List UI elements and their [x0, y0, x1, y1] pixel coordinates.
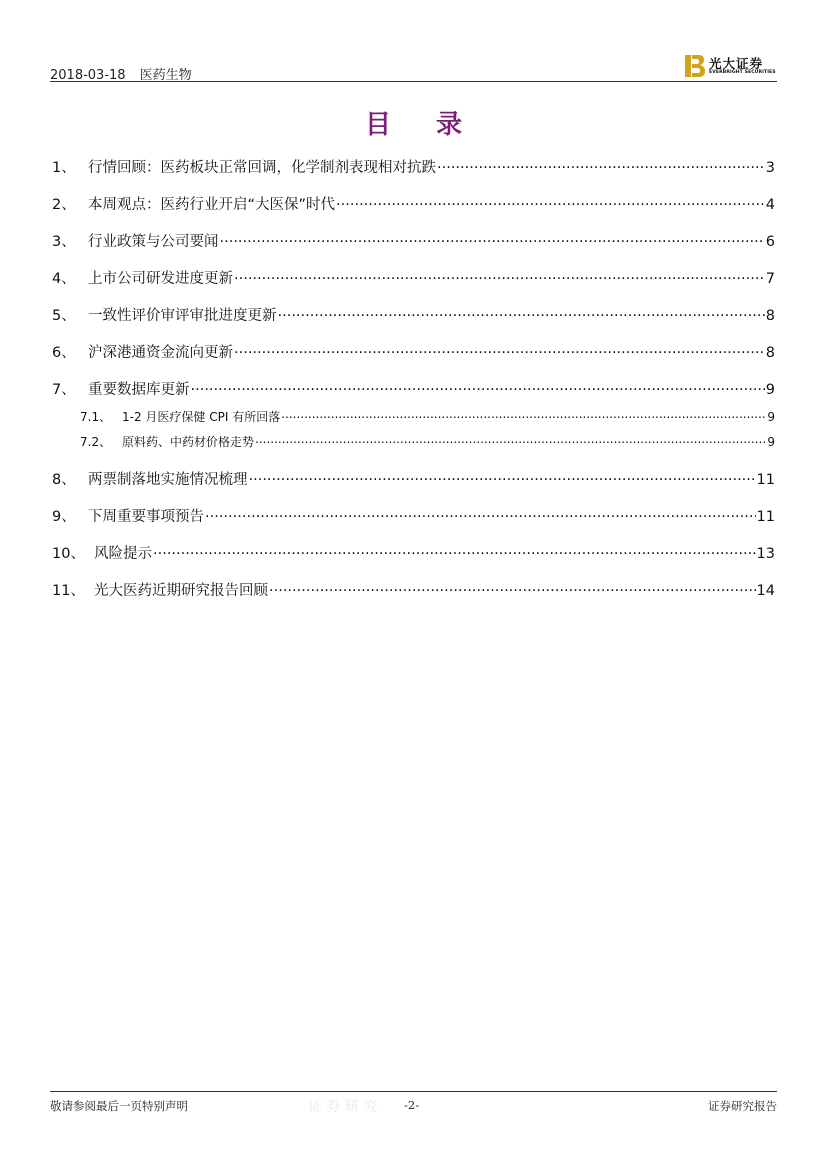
toc-entry[interactable]	[52, 193, 775, 215]
toc-entry-label: 两票制落地实施情况梳理	[88, 472, 248, 488]
toc-entry-label: 光大医药近期研究报告回顾	[94, 583, 268, 599]
toc-entry-page: 3	[765, 160, 775, 176]
toc-leader-dots	[191, 380, 765, 395]
toc-entry-label: 行情回顾：医药板块正常回调，化学制剂表现相对抗跌	[88, 160, 436, 176]
toc-entry-number: 11、	[52, 583, 85, 599]
footer-report-type: 证券研究报告	[708, 1099, 777, 1113]
toc-entry-number: 9、	[52, 509, 76, 525]
toc-entry[interactable]	[52, 304, 775, 326]
toc-entry-number: 7.1、	[80, 410, 112, 424]
toc-entry-page: 11	[756, 472, 775, 488]
toc-entry-label: 上市公司研发进度更新	[88, 271, 233, 287]
toc-entry-label: 沪深港通资金流向更新	[88, 345, 233, 361]
logo-english-name: EVERBRIGHT SECURITIES	[709, 70, 776, 75]
toc-entry-label: 一致性评价审评审批进度更新	[88, 308, 277, 324]
toc-leader-dots	[269, 581, 756, 596]
toc-entry-page: 9	[767, 410, 775, 424]
toc-entry-number: 1、	[52, 160, 76, 176]
toc-title: 目 录	[364, 110, 481, 140]
toc-entry-number: 5、	[52, 308, 76, 324]
toc-leader-dots	[234, 343, 765, 358]
page-number: -2-	[404, 1098, 420, 1112]
page-header	[50, 52, 777, 82]
logo-chinese-name: 光大证券	[709, 56, 764, 71]
toc-entry-number: 2、	[52, 197, 76, 213]
toc-entry-number: 6、	[52, 345, 76, 361]
toc-entry[interactable]	[52, 267, 775, 289]
toc-leader-dots	[249, 470, 756, 485]
toc-entry-label: 1-2 月医疗保健 CPI 有所回落	[122, 410, 281, 424]
toc-subentry[interactable]	[80, 408, 775, 426]
toc-entry-page: 14	[756, 583, 775, 599]
report-category: 医药生物	[139, 68, 192, 83]
toc-entry-number: 8、	[52, 472, 76, 488]
toc-entry-label: 本周观点：医药行业开启“大医保”时代	[88, 197, 336, 213]
report-date: 2018-03-18	[50, 68, 126, 83]
toc-entry-label: 下周重要事项预告	[88, 509, 204, 525]
footer-watermark: 证 券 研 究	[308, 1099, 378, 1115]
header-divider	[50, 81, 777, 82]
toc-entry-number: 3、	[52, 234, 76, 250]
toc-entry-number: 10、	[52, 546, 85, 562]
toc-entry-label: 行业政策与公司要闻	[88, 234, 219, 250]
toc-entry-number: 4、	[52, 271, 76, 287]
toc-leader-dots	[281, 409, 766, 421]
toc-entry-label: 风险提示	[94, 546, 152, 562]
toc-leader-dots	[153, 544, 756, 559]
toc-leader-dots	[437, 158, 765, 173]
toc-entry-label: 重要数据库更新	[88, 382, 190, 398]
toc-entry-page: 11	[756, 509, 775, 525]
toc-leader-dots	[205, 507, 756, 522]
toc-leader-dots	[220, 232, 765, 247]
footer-disclaimer: 敬请参阅最后一页特别声明	[50, 1099, 188, 1113]
toc-entry[interactable]	[52, 505, 775, 527]
toc-entry-page: 8	[765, 345, 775, 361]
toc-entry-number: 7.2、	[80, 435, 112, 449]
toc-entry-label: 原料药、中药材价格走势	[122, 435, 255, 449]
toc-entry[interactable]	[52, 378, 775, 400]
everbright-logo-icon	[685, 55, 705, 77]
company-logo	[685, 54, 777, 78]
footer-divider	[50, 1091, 777, 1092]
toc-leader-dots	[278, 306, 765, 321]
toc-entry-page: 13	[756, 546, 775, 562]
toc-entry[interactable]	[52, 230, 775, 252]
toc-entry[interactable]	[52, 579, 775, 601]
toc-leader-dots	[234, 269, 765, 284]
toc-entry-page: 7	[765, 271, 775, 287]
toc-subentry[interactable]	[80, 433, 775, 451]
toc-entry-page: 9	[767, 435, 775, 449]
toc-entry-page: 4	[765, 197, 775, 213]
toc-entry[interactable]	[52, 468, 775, 490]
toc-leader-dots	[255, 434, 766, 446]
toc-entry[interactable]	[52, 542, 775, 564]
toc-leader-dots	[336, 195, 765, 210]
toc-entry[interactable]	[52, 341, 775, 363]
toc-entry-number: 7、	[52, 382, 76, 398]
toc-entry-page: 8	[765, 308, 775, 324]
toc-entry-page: 9	[765, 382, 775, 398]
toc-entry[interactable]	[52, 156, 775, 178]
toc-entry-page: 6	[765, 234, 775, 250]
